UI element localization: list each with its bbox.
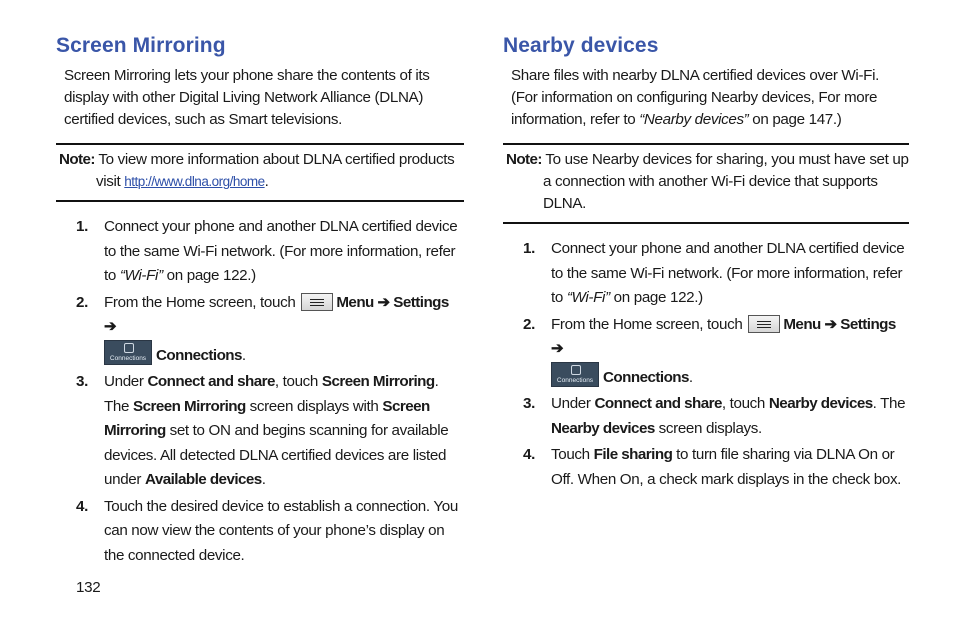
note-bottom-rule bbox=[503, 222, 909, 224]
note-bottom-rule bbox=[56, 200, 464, 202]
step-text-after: on page 122.) bbox=[162, 267, 256, 284]
step-4 bbox=[503, 443, 909, 492]
step-text-after: . bbox=[688, 368, 693, 386]
step-1 bbox=[56, 215, 464, 289]
step-2 bbox=[503, 313, 909, 391]
step-text: , touch bbox=[274, 373, 322, 390]
menu-label: Menu bbox=[783, 315, 821, 333]
step-number: 3. bbox=[523, 395, 535, 412]
available-devices-label: Available devices bbox=[144, 471, 262, 488]
step-text: Connect your phone and another DLNA certified device to the same Wi-Fi network. (For more information, refer to bbox=[104, 218, 458, 284]
note-text: To use Nearby devices for sharing, you must have set up a connection with another Wi-Fi device that supports DLNA. bbox=[543, 151, 909, 212]
screen-mirroring-steps bbox=[56, 215, 464, 570]
step-text: Touch bbox=[551, 446, 594, 463]
step-number: 4. bbox=[523, 446, 535, 463]
note-top-rule bbox=[503, 143, 909, 145]
menu-icon bbox=[748, 315, 780, 333]
connect-and-share-label: Connect and share bbox=[147, 373, 275, 390]
intro-text-after: on page 147.) bbox=[748, 111, 842, 128]
step-number: 1. bbox=[523, 240, 535, 257]
wifi-reference: “Wi-Fi” bbox=[119, 267, 163, 284]
connect-and-share-label: Connect and share bbox=[594, 395, 722, 412]
section-title-nearby-devices: Nearby devices bbox=[503, 34, 659, 57]
step-text: Touch the desired device to establish a connection. You can now view the contents of your phone’s display on the connected device. bbox=[104, 497, 458, 564]
arrow-icon: ➔ bbox=[820, 315, 841, 333]
menu-icon bbox=[301, 293, 333, 311]
screen-mirroring-label: Screen Mirroring bbox=[321, 373, 435, 390]
note-label: Note: bbox=[59, 151, 95, 168]
arrow-icon: ➔ bbox=[104, 318, 117, 335]
step-text: From the Home screen, touch bbox=[551, 315, 747, 333]
step-text: screen displays. bbox=[654, 419, 762, 437]
step-number: 2. bbox=[523, 315, 535, 333]
nearby-devices-reference: “Nearby devices” bbox=[639, 111, 749, 128]
step-3 bbox=[56, 370, 464, 493]
nearby-devices-label: Nearby devices bbox=[551, 419, 655, 437]
step-number: 2. bbox=[76, 293, 88, 311]
dlna-link[interactable]: http://www.dlna.org/home bbox=[124, 174, 265, 189]
note-text: To view more information about DLNA certified products visit bbox=[96, 151, 455, 190]
settings-label: Settings bbox=[840, 315, 896, 333]
connections-icon-label: Connections bbox=[109, 354, 147, 362]
menu-label: Menu bbox=[336, 293, 374, 311]
screen-mirroring-label: Screen Mirroring bbox=[133, 397, 246, 415]
step-number: 3. bbox=[76, 373, 88, 390]
note-after: . bbox=[264, 173, 269, 190]
settings-label: Settings bbox=[393, 293, 449, 311]
intro-text: Share files with nearby DLNA certified devices over Wi-Fi. (For information on configuring Nearby devices, For more information, refer to bbox=[511, 67, 879, 128]
nearby-devices-note bbox=[506, 149, 909, 215]
nearby-devices-steps bbox=[503, 237, 909, 494]
step-1 bbox=[503, 237, 909, 311]
screen-mirroring-label: Screen Mirroring bbox=[104, 397, 430, 439]
step-text: . bbox=[261, 471, 266, 488]
step-text: . The bbox=[872, 395, 906, 412]
wifi-reference: “Wi-Fi” bbox=[566, 289, 610, 306]
step-text: to turn file sharing via DLNA On or Off. When On, a check mark displays in the check box. bbox=[551, 446, 902, 488]
connections-icon bbox=[551, 362, 599, 387]
connections-icon-label: Connections bbox=[556, 376, 594, 384]
step-text: , touch bbox=[721, 395, 769, 412]
arrow-icon: ➔ bbox=[551, 340, 564, 357]
file-sharing-label: File sharing bbox=[593, 446, 673, 463]
step-text: From the Home screen, touch bbox=[104, 293, 300, 311]
arrow-icon: ➔ bbox=[373, 293, 394, 311]
section-title-screen-mirroring: Screen Mirroring bbox=[56, 34, 226, 57]
screen-mirroring-intro: Screen Mirroring lets your phone share the contents of its display with other Digital Living Network Alliance (DLNA) certified devices, such as Smart televisions. bbox=[64, 67, 430, 128]
connections-label: Connections bbox=[603, 368, 689, 386]
step-text-after: . bbox=[241, 346, 246, 364]
screen-mirroring-note bbox=[59, 149, 464, 193]
step-4 bbox=[56, 495, 464, 569]
step-3 bbox=[503, 392, 909, 441]
step-text-after: on page 122.) bbox=[609, 289, 703, 306]
step-2 bbox=[56, 291, 464, 369]
connections-icon bbox=[104, 340, 152, 365]
note-label: Note: bbox=[506, 151, 542, 168]
step-text: Connect your phone and another DLNA certified device to the same Wi-Fi network. (For more information, refer to bbox=[551, 240, 905, 306]
note-top-rule bbox=[56, 143, 464, 145]
page-number: 132 bbox=[76, 579, 101, 596]
nearby-devices-label: Nearby devices bbox=[768, 395, 873, 412]
step-number: 1. bbox=[76, 218, 88, 235]
step-number: 4. bbox=[76, 497, 88, 515]
connections-label: Connections bbox=[156, 346, 242, 364]
step-text: screen displays with bbox=[245, 397, 383, 415]
step-text: . The bbox=[104, 373, 439, 415]
step-text: Under bbox=[104, 373, 148, 390]
step-text: Under bbox=[551, 395, 595, 412]
nearby-devices-intro bbox=[511, 65, 909, 131]
step-text: set to ON and begins scanning for available devices. All detected DLNA certified devices are listed under bbox=[104, 422, 449, 488]
